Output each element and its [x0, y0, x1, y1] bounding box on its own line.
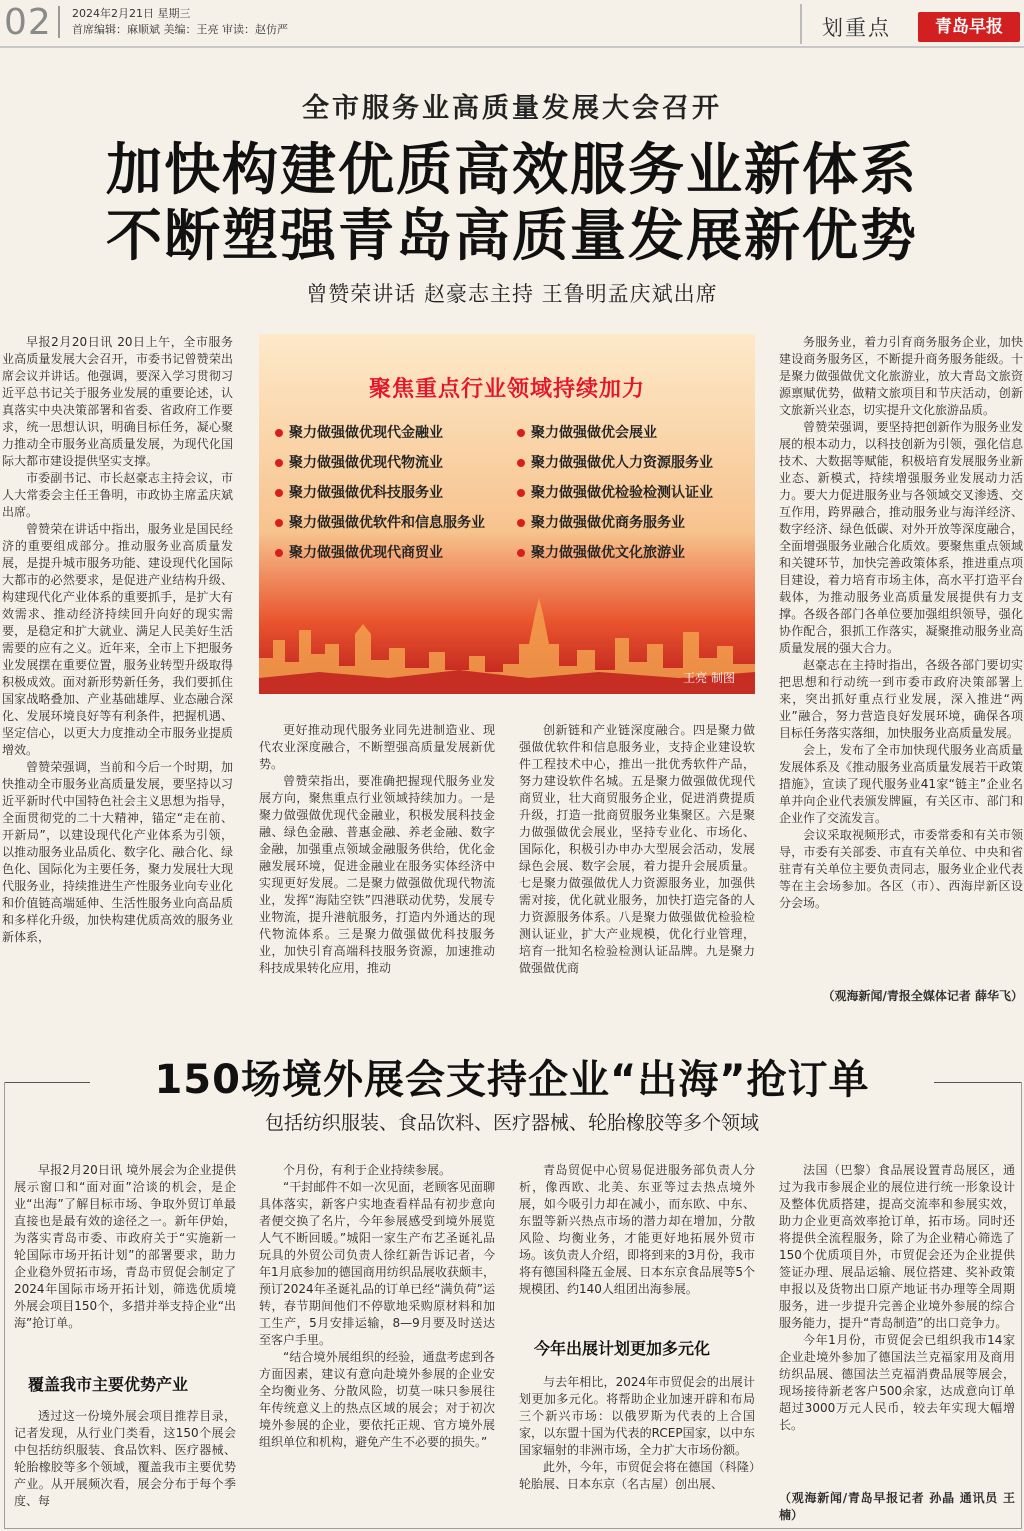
bullet-dot-icon — [517, 459, 525, 467]
infographic-item: 聚力做强做优现代商贸业 — [275, 542, 443, 562]
article1-col1-text — [2, 334, 233, 946]
infographic-item: 聚力做强做优检验检测认证业 — [517, 482, 713, 502]
city-skyline-illustration — [259, 574, 755, 694]
bullet-dot-icon — [275, 429, 283, 437]
paragraph: 更好推动现代服务业同先进制造业、现代农业深度融合，不断塑强高质量发展新优势。 — [259, 723, 495, 771]
paragraph: 创新链和产业链深度融合。四是聚力做强做优软件和信息服务业，支持企业建设软件工程技术中心，推出一批优秀软件产品，努力建设软件名城。五是聚力做强做优现代商贸业，壮大商贸服务企业，促进消费提质升级，打造一批商贸服务业集聚区。六是聚力做强做优会展业，坚持专业化、市场化、国际化，积极引办申办大型展会活动，发展绿色会展、数字会展，着力提升会展质量。七是聚力做强做优人力资源服务业，加强供需对接，优化就业服务，加快打造完备的人力资源服务体系。八是聚力做强做优检验检测认证业，扩大产业规模，优化行业管理，培育一批知名检验检测认证品牌。九是聚力做强做优商 — [519, 723, 755, 975]
paragraph: 与去年相比，2024年市贸促会的出展计划更加多元化。将帮助企业加速开辟和布局三个新兴市场：以俄罗斯为代表的上合国家，以东盟十国为代表的RCEP国家，以中东国家辐射的非洲市场，全力扩大市场份额。 — [519, 1375, 755, 1457]
bullet-dot-icon — [275, 459, 283, 467]
article2-headline: 150场境外展会支持企业“出海”抢订单 — [154, 1057, 870, 1103]
header-info — [72, 6, 288, 38]
page-number: 02 — [4, 2, 52, 43]
article2-subhead-2: 今年出展计划更加多元化 — [534, 1339, 711, 1358]
infographic-item: 聚力做强做优人力资源服务业 — [517, 452, 713, 472]
article2-subtitle: 包括纺织服装、食品饮料、医疗器械、轮胎橡胶等多个领域 — [264, 1112, 759, 1134]
article1-headline-line1: 加快构建优质高效服务业新体系 — [106, 138, 918, 203]
page-header — [0, 0, 1024, 46]
article1-byline: （观海新闻/青报全媒体记者 薛华飞） — [822, 989, 1023, 1003]
article2-byline: （观海新闻/青岛早报记者 孙晶 通讯员 王楠） — [779, 1491, 1015, 1522]
paragraph: 青岛贸促中心贸易促进服务部负责人分析，像西欧、北美、东亚等过去热点境外展，如今吸引力却在减小，而东欧、中东、东盟等新兴热点市场的潜力却在增加，分散风险、均衡业务，才能更好地拓展外贸市场。该负责人介绍，即将到来的3月份，我市将有德国科隆五金展、日本东京食品展等5个规模团、约140人组团出海参展。 — [519, 1163, 755, 1296]
paragraph: 曾赞荣指出，要准确把握现代服务业发展方向，聚焦重点行业领域持续加力。一是聚力做强做优现代金融业，积极发展科技金融、绿色金融、普惠金融、养老金融、数字金融，加强重点领域金融服务供给，优化金融发展环境，促进金融业在服务实体经济中实现更好发展。二是聚力做强做优现代物流业，发挥“海陆空铁”四港联动优势，发展专业物流，提升港航服务，打造内外通达的现代物流体系。三是聚力做强做优科技服务业，加快引育高端科技服务资源，加速推动科技成果转化应用，推动 — [259, 774, 495, 975]
article1-column-4 — [779, 334, 1023, 990]
paragraph: 会上，发布了全市加快现代服务业高质量发展体系及《推动服务业高质量发展若干政策措施》，宣读了现代服务业41家“链主”企业名单并向企业代表颁发牌匾，有关区市、部门和企业作了交流发言。 — [779, 743, 1023, 825]
paragraph: 务服务业，着力引育商务服务企业，加快建设商务服务区，不断提升商务服务能级。十是聚力做强做优文化旅游业，放大青岛文旅资源禀赋优势，做精文旅项目和节庆活动，创新文旅新兴业态，切实提升文化旅游品质。 — [779, 335, 1023, 417]
article2-column-3b — [519, 1374, 755, 1524]
article1-column-3 — [519, 722, 755, 1006]
article2-column-1 — [14, 1162, 236, 1362]
infographic-title: 聚焦重点行业领域持续加力 — [368, 377, 645, 402]
paragraph: 曾赞荣强调，当前和今后一个时期，加快推动全市服务业高质量发展，要坚持以习近平新时代中国特色社会主义思想为指导，全面贯彻党的二十大精神，锚定“走在前、开新局”，以建设现代化产业体系为引领，以推动服务业品质化、数字化、融合化、绿色化、国际化为主要任务，聚力发展壮大现代服务业，持续推进生产性服务业向专业化和价值链高端延伸、生活性服务业向高品质和多样化升级，加快构建优质高效的服务业新体系， — [2, 760, 233, 944]
article2-column-4 — [779, 1162, 1015, 1490]
article1-headline-line2: 不断塑强青岛高质量发展新优势 — [106, 204, 918, 269]
infographic-item: 聚力做强做优商务服务业 — [517, 512, 685, 532]
infographic-item: 聚力做强做优软件和信息服务业 — [275, 512, 485, 532]
paragraph: 早报2月20日讯 境外展会为企业提供展示窗口和“面对面”洽谈的机会，是企业“出海”了解目标市场、争取外贸订单最直接也是最有效的途径之一。新年伊始，为落实青岛市委、市政府关于“实施新一轮国际市场开拓计划”的部署要求，助力企业稳外贸拓市场，青岛市贸促会制定了2024年国际市场开拓计划，筛选优质境外展会项目150个，多措并举支持企业“出海”抢订单。 — [14, 1163, 236, 1330]
header-rule — [58, 6, 60, 38]
section-label: 划重点 — [822, 16, 891, 40]
infographic-item: 聚力做强做优科技服务业 — [275, 482, 443, 502]
article1-subtitle: 曾赞荣讲话 赵豪志主持 王鲁明孟庆斌出席 — [306, 282, 718, 306]
paragraph: 早报2月20日讯 20日上午，全市服务业高质量发展大会召开，市委书记曾赞荣出席会议并讲话。他强调，要深入学习贯彻习近平总书记关于服务业发展的重要论述，认真落实中央决策部署和省委、省政府工作要求，统一思想认识，明确目标任务，凝心聚力推动全市服务业高质量发展，为现代化国际大都市建设提供坚实支撑。 — [2, 335, 233, 468]
paragraph: 透过这一份境外展会项目推荐目录，记者发现，从行业门类看，这150个展会中包括纺织服装、食品饮料、医疗器械、轮胎橡胶等多个领域，覆盖我市主要优势产业。从开展频次看，展会分布于每个季度、每 — [14, 1409, 236, 1508]
bullet-dot-icon — [275, 489, 283, 497]
paragraph: 此外，今年，市贸促会将在德国（科隆）轮胎展、日本东京（名古屋）创出展、 — [519, 1460, 755, 1491]
article1-column-2 — [259, 722, 495, 1006]
bullet-dot-icon — [517, 489, 525, 497]
article2-column-1b — [14, 1408, 236, 1524]
infographic-item: 聚力做强做优现代金融业 — [275, 422, 443, 442]
article2-column-2 — [259, 1162, 495, 1524]
bullet-dot-icon — [517, 519, 525, 527]
bullet-dot-icon — [517, 429, 525, 437]
infographic — [259, 334, 755, 694]
paragraph: 市委副书记、市长赵豪志主持会议，市人大常委会主任王鲁明，市政协主席孟庆斌出席。 — [2, 471, 233, 519]
newspaper-logo: 青岛早报 — [918, 12, 1020, 42]
header-editors: 首席编辑：麻顺斌 美编：王亮 审读：赵仿严 — [72, 23, 288, 36]
article1-kicker: 全市服务业高质量发展大会召开 — [302, 93, 722, 124]
paragraph: 个月份，有利于企业持续参展。 — [283, 1163, 452, 1177]
header-divider — [0, 46, 1024, 48]
infographic-credit: 王亮 制图 — [683, 671, 735, 685]
article1-column-1 — [2, 334, 233, 1006]
paragraph: “干封邮件不如一次见面，老顾客见面聊具体落实，新客户实地查看样品有初步意向者便交换了名片，今年参展感受到境外展览人气不断回暖。”城阳一家生产布艺圣诞礼品玩具的外贸公司负责人徐红新告诉记者，今年1月底参加的德国商用纺织品展收获颇丰，预订2024年圣诞礼品的订单已经“满负荷”运转，春节期间他们不停歇地采购原材料和加工生产，5月安排运输，8—9月要及时送达至客户手里。 — [259, 1180, 495, 1347]
paragraph: 曾赞荣在讲话中指出，服务业是国民经济的重要组成部分。推动服务业高质量发展，是提升城市服务功能、建设现代化国际大都市的必然要求，是促进产业结构升级、构建现代化产业体系的重要抓手，是扩大有效需求、推动经济持续回升向好的现实需要，是稳定和扩大就业、满足人民美好生活需要的应有之义。近年来，全市上下把服务业发展摆在重要位置，服务业转型升级取得积极成效。面对新形势新任务，我们要抓住国家战略叠加、产业基础雄厚、业态融合深化、发展环境良好等有利条件，把握机遇、坚定信心，以更大力度推动全市服务业提质增效。 — [2, 522, 233, 757]
infographic-item: 聚力做强做优会展业 — [517, 422, 657, 442]
bullet-dot-icon — [275, 549, 283, 557]
paragraph: 法国（巴黎）食品展设置青岛展区，通过为我市参展企业的展位进行统一形象设计及整体优质搭建，提高交流率和参展实效，助力企业更高效率抢订单，拓市场。同时还将提供全流程服务，除了为企业精心筛选了150个优质项目外，市贸促会还为企业提供签证办理、展品运输、展位搭建、奖补政策申报以及货物出口原产地证书办理等全周期服务，进一步提升完善企业境外参展的综合服务能力，提升“青岛制造”的出口竞争力。 — [779, 1163, 1015, 1330]
section-tab — [800, 4, 908, 44]
article2-subhead-1: 覆盖我市主要优势产业 — [28, 1375, 189, 1394]
article2-column-3 — [519, 1162, 755, 1326]
paragraph: “结合境外展组织的经验，通盘考虑到各方面因素，建议有意向赴境外参展的企业安全均衡业务、分散风险，切莫一味只参展往年传统意义上的热点区域的展会；对于初次境外参展的企业，要依托正规、官方境外展组织单位和机构，避免产生不必要的损失。” — [259, 1350, 495, 1449]
infographic-item: 聚力做强做优现代物流业 — [275, 452, 443, 472]
paragraph: 赵豪志在主持时指出，各级各部门要切实把思想和行动统一到市委市政府决策部署上来，突出抓好重点行业发展，深入推进“两业”融合，努力营造良好发展环境，确保各项目标任务落实落细，加快服务业高质量发展。 — [779, 658, 1023, 740]
paragraph: 会议采取视频形式，市委常委和有关市领导，市委有关部委、市直有关单位、中央和省驻青有关单位主要负责同志，服务业企业代表等在主会场参加。各区（市）、西海岸新区设分会场。 — [779, 828, 1023, 910]
bullet-dot-icon — [517, 549, 525, 557]
header-date: 2024年2月21日 星期三 — [72, 7, 191, 20]
infographic-item: 聚力做强做优文化旅游业 — [517, 542, 685, 562]
paragraph: 曾赞荣强调，要坚持把创新作为服务业发展的根本动力，以科技创新为引领，强化信息技术、大数据等赋能，积极培育发展服务业新业态、新模式，持续增强服务业发展动力活力。要大力促进服务业与各领域交叉渗透、交互作用，跨界融合，推动服务业与海洋经济、数字经济、绿色低碳、对外开放等深度融合，全面增强服务业融合化质效。要聚焦重点领域和关键环节，加快完善政策体系，推进重点项目建设，着力培育市场主体，高水平打造平台载体，为推动服务业高质量发展提供有力支撑。各级各部门各单位要加强组织领导，强化协作配合，狠抓工作落实，凝聚推动服务业高质量发展的强大合力。 — [779, 420, 1023, 655]
paragraph: 今年1月份，市贸促会已组织我市14家企业赴境外参加了德国法兰克福家用及商用纺织品展、德国法兰克福消费品展等展会，现场接待新老客户500余家，达成意向订单超过3000万元人民币，较去年实现大幅增长。 — [779, 1333, 1015, 1432]
bullet-dot-icon — [275, 519, 283, 527]
